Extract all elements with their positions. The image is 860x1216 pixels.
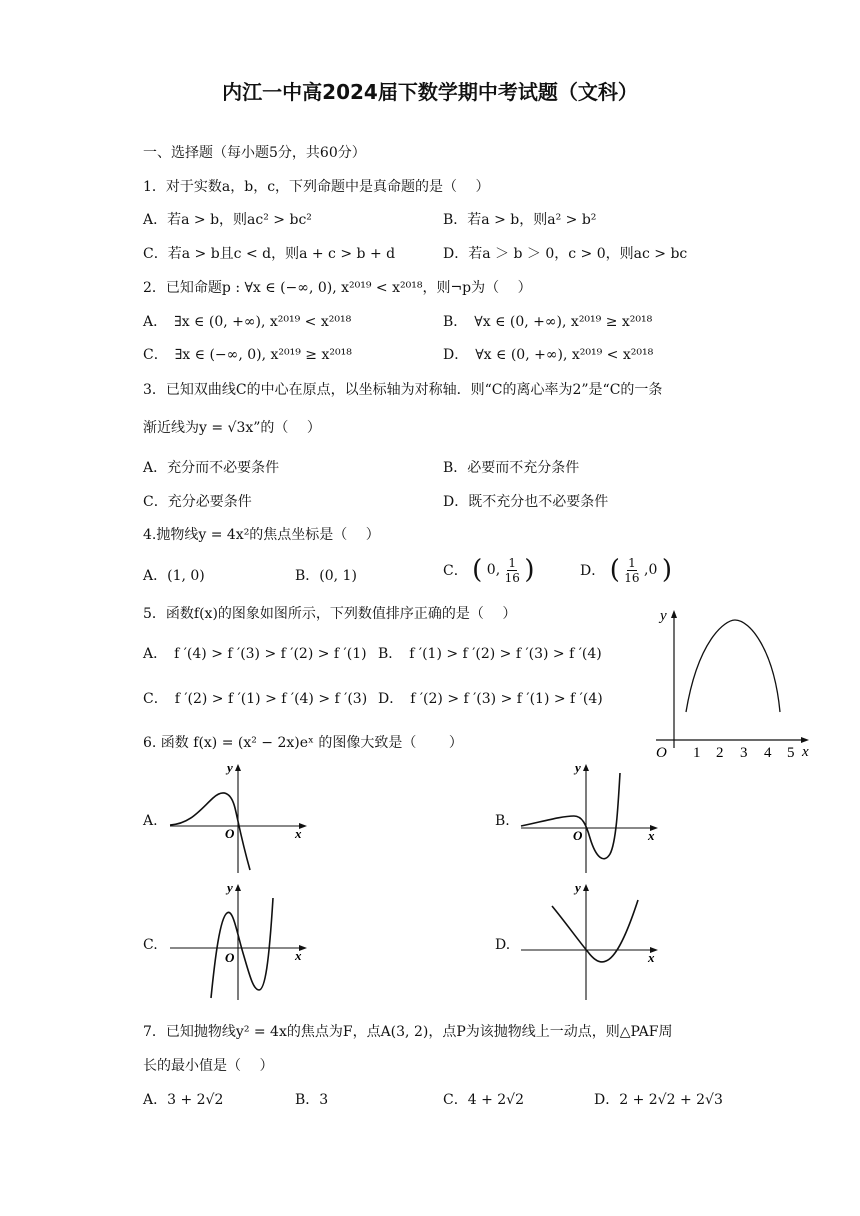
y-axis-arrow <box>235 764 241 771</box>
y-label: y <box>227 760 233 775</box>
question-7-stem-line-1: 7．已知抛物线y² = 4x的焦点为F，点A(3, 2)，点P为该抛物线上一动点，则△PAF周 <box>143 1024 673 1040</box>
origin-label: O <box>573 828 583 843</box>
tick-label-3: 3 <box>740 745 748 761</box>
section-heading: 一、选择题（每小题5分，共60分） <box>143 145 366 161</box>
curve <box>521 773 620 859</box>
question-4-option-d <box>580 555 672 591</box>
option-d-prefix: D． <box>580 563 606 579</box>
question-7-option-a: A．3 + 2√2 <box>143 1092 224 1108</box>
graph-b-label: B. <box>495 813 510 829</box>
graph-b <box>516 758 666 876</box>
question-1-option-d: D．若a ＞ b ＞ 0，c > 0，则ac > bc <box>443 246 688 262</box>
graph-d-label: D. <box>495 937 511 953</box>
y-label: y <box>575 880 581 895</box>
graph-d <box>516 878 666 1003</box>
question-2-option-a: A． ∃x ∈ (0, +∞), x²⁰¹⁹ < x²⁰¹⁸ <box>143 314 352 330</box>
question-4-option-c <box>443 555 534 591</box>
fraction <box>624 556 639 585</box>
y-label: y <box>575 760 581 775</box>
x-axis-label: x <box>802 744 809 760</box>
question-3-stem-line-2: 渐近线为y = √3x”的（ ） <box>143 420 321 436</box>
graph-c-label: C. <box>143 937 158 953</box>
question-2-option-b: B． ∀x ∈ (0, +∞), x²⁰¹⁹ ≥ x²⁰¹⁸ <box>443 314 653 330</box>
graph-a-label: A. <box>143 813 158 829</box>
y-axis-arrow <box>235 884 241 891</box>
graph-a <box>165 758 315 876</box>
left-paren: ( <box>609 555 620 585</box>
y-axis-label: y <box>660 608 667 624</box>
x-label: x <box>295 826 302 841</box>
question-3-stem-line-1: 3．已知双曲线C的中心在原点，以坐标轴为对称轴．则“C的离心率为2”是“C的一条 <box>143 382 663 398</box>
right-paren: ) <box>524 555 535 585</box>
question-2-option-d: D． ∀x ∈ (0, +∞), x²⁰¹⁹ < x²⁰¹⁸ <box>443 347 654 363</box>
question-4-stem: 4.抛物线y = 4x²的焦点坐标是（ ） <box>143 527 380 543</box>
question-5-stem: 5．函数f(x)的图象如图所示，下列数值排序正确的是（ ） <box>143 606 517 622</box>
fraction-denominator: 16 <box>504 570 520 585</box>
curve <box>552 900 638 962</box>
question-1-option-b: B．若a > b，则a² > b² <box>443 212 597 228</box>
x-axis-arrow <box>801 737 809 743</box>
origin-label: O <box>656 745 667 761</box>
y-axis-arrow <box>583 884 589 891</box>
question-1-option-c: C．若a > b且c < d，则a + c > b + d <box>143 246 396 262</box>
fraction <box>505 556 520 585</box>
x-label: x <box>295 948 302 963</box>
option-d-zero: ,0 <box>644 562 658 578</box>
fraction-numerator: 1 <box>628 555 636 570</box>
question-5-option-c: C． f ′(2) > f ′(1) > f ′(4) > f ′(3) <box>143 691 368 707</box>
tick-label-2: 2 <box>716 745 724 761</box>
question-5-graph <box>650 600 815 765</box>
question-5-option-a: A． f ′(4) > f ′(3) > f ′(2) > f ′(1) <box>143 646 367 662</box>
question-4-option-a: A．(1, 0) <box>143 568 205 584</box>
question-3-option-c: C．充分必要条件 <box>143 494 252 510</box>
question-7-option-b: B．3 <box>295 1092 329 1108</box>
right-paren: ) <box>661 555 672 585</box>
question-3-option-a: A．充分而不必要条件 <box>143 460 280 476</box>
question-7-option-d: D．2 + 2√2 + 2√3 <box>594 1092 723 1108</box>
graph-c <box>165 878 315 1003</box>
option-c-zero: 0, <box>486 562 501 578</box>
question-2-option-c: C． ∃x ∈ (−∞, 0), x²⁰¹⁹ ≥ x²⁰¹⁸ <box>143 347 352 363</box>
question-5-option-b: B． f ′(1) > f ′(2) > f ′(3) > f ′(4) <box>378 646 602 662</box>
question-6-stem: 6. 函数 f(x) = (x² − 2x)eˣ 的图像大致是（ ） <box>143 735 463 751</box>
question-4-option-b: B．(0, 1) <box>295 568 357 584</box>
x-label: x <box>648 950 655 965</box>
y-axis-arrow <box>583 764 589 771</box>
question-2-stem: 2．已知命题p : ∀x ∈ (−∞, 0), x²⁰¹⁹ < x²⁰¹⁸，则¬p为（ ） <box>143 280 532 296</box>
left-paren: ( <box>472 555 483 585</box>
function-curve <box>686 620 780 712</box>
fraction-denominator: 16 <box>624 570 640 585</box>
option-c-prefix: C． <box>443 563 468 579</box>
question-7-option-c: C．4 + 2√2 <box>443 1092 524 1108</box>
tick-label-1: 1 <box>693 745 701 761</box>
origin-label: O <box>225 826 235 841</box>
question-1-stem: 1．对于实数a，b，c，下列命题中是真命题的是（ ） <box>143 179 490 195</box>
question-3-option-d: D．既不充分也不必要条件 <box>443 494 609 510</box>
x-label: x <box>648 828 655 843</box>
question-7-stem-line-2: 长的最小值是（ ） <box>143 1058 274 1074</box>
y-label: y <box>227 880 233 895</box>
page-title: 内江一中高2024届下数学期中考试题（文科） <box>222 80 638 104</box>
origin-label: O <box>225 950 235 965</box>
question-5-option-d: D． f ′(2) > f ′(3) > f ′(1) > f ′(4) <box>378 691 603 707</box>
question-3-option-b: B．必要而不充分条件 <box>443 460 580 476</box>
fraction-numerator: 1 <box>508 555 517 570</box>
tick-label-4: 4 <box>764 745 772 761</box>
y-axis-arrow <box>671 610 677 618</box>
tick-label-5: 5 <box>787 745 795 761</box>
question-1-option-a: A．若a > b，则ac² > bc² <box>143 212 312 228</box>
